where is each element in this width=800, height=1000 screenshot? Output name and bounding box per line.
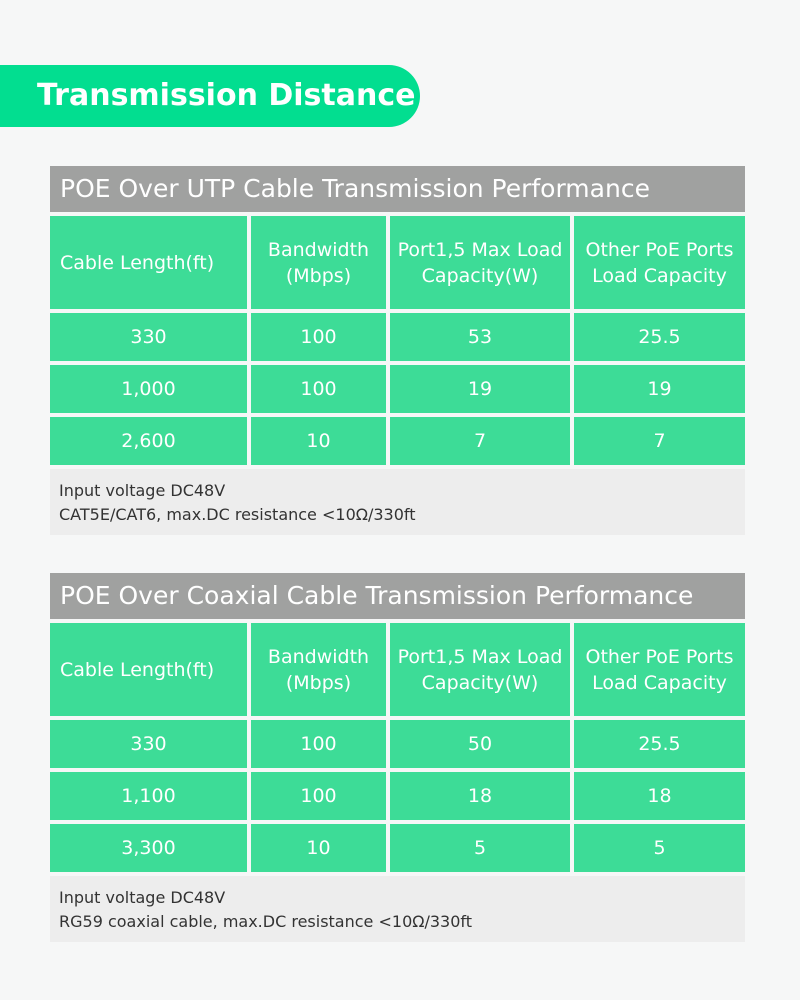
- table-cell: 19: [574, 365, 745, 413]
- table-cell: 100: [251, 720, 386, 768]
- column-header: Port1,5 Max Load Capacity(W): [390, 216, 570, 309]
- column-header: Bandwidth (Mbps): [251, 623, 386, 716]
- note-line: RG59 coaxial cable, max.DC resistance <10Ω/330ft: [59, 912, 473, 931]
- table-cell: 330: [50, 720, 247, 768]
- table-cell: 100: [251, 365, 386, 413]
- table-cell: 10: [251, 824, 386, 872]
- table-cell: 25.5: [574, 720, 745, 768]
- table-cell: 25.5: [574, 313, 745, 361]
- table-cell: 5: [390, 824, 570, 872]
- table-cell: 100: [251, 313, 386, 361]
- column-header: Cable Length(ft): [50, 216, 247, 309]
- column-header: Cable Length(ft): [50, 623, 247, 716]
- table-cell: 53: [390, 313, 570, 361]
- note-line: Input voltage DC48V: [59, 888, 226, 907]
- table-cell: 5: [574, 824, 745, 872]
- column-header: Bandwidth (Mbps): [251, 216, 386, 309]
- table-cell: 19: [390, 365, 570, 413]
- table-title: POE Over UTP Cable Transmission Performance: [50, 166, 745, 212]
- column-header: Other PoE Ports Load Capacity: [574, 623, 745, 716]
- table-title: POE Over Coaxial Cable Transmission Performance: [50, 573, 745, 619]
- table-cell: 18: [390, 772, 570, 820]
- table-cell: 18: [574, 772, 745, 820]
- table-cell: 50: [390, 720, 570, 768]
- table-cell: 7: [390, 417, 570, 465]
- table-cell: 1,100: [50, 772, 247, 820]
- table-cell: 330: [50, 313, 247, 361]
- note-line: CAT5E/CAT6, max.DC resistance <10Ω/330ft: [59, 505, 416, 524]
- table-cell: 7: [574, 417, 745, 465]
- coaxial-performance-table: [50, 573, 745, 942]
- table-cell: 1,000: [50, 365, 247, 413]
- table-notes: [50, 469, 745, 535]
- section-heading: Transmission Distance: [0, 65, 420, 127]
- column-header: Port1,5 Max Load Capacity(W): [390, 623, 570, 716]
- utp-performance-table: [50, 166, 745, 535]
- column-header: Other PoE Ports Load Capacity: [574, 216, 745, 309]
- table-cell: 10: [251, 417, 386, 465]
- table-cell: 2,600: [50, 417, 247, 465]
- note-line: Input voltage DC48V: [59, 481, 226, 500]
- table-cell: 100: [251, 772, 386, 820]
- table-cell: 3,300: [50, 824, 247, 872]
- table-notes: [50, 876, 745, 942]
